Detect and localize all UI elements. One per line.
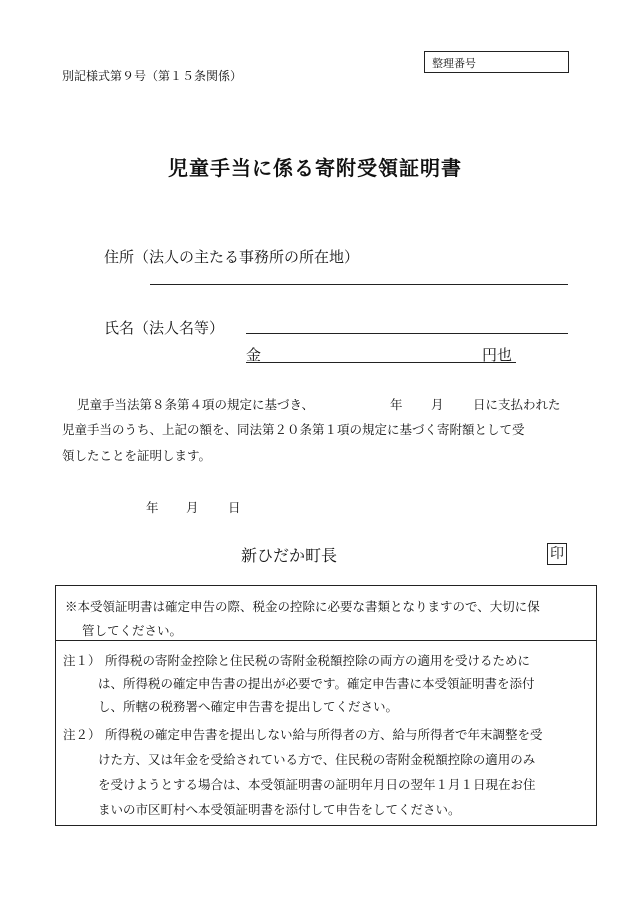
document-title: 児童手当に係る寄附受領証明書 (168, 156, 462, 180)
note-2-line: 所得税の確定申告書を提出しない給与所得者の方、給与所得者で年末調整を受 (105, 727, 543, 742)
notice-text-line-2: 管してください。 (82, 623, 183, 638)
amount-prefix: 金 (246, 346, 262, 364)
note-1-line: し、所轄の税務署へ確定申告書を提出してください。 (98, 699, 399, 714)
issuer-mayor: 新ひだか町長 (241, 546, 338, 565)
body-year-label: 年 (390, 397, 403, 412)
note-1-line: 所得税の寄附金控除と住民税の寄附金税額控除の両方の適用を受けるために (105, 653, 531, 668)
seal-box: 印 (547, 543, 567, 565)
name-field-line[interactable] (246, 333, 568, 334)
note-1-line: は、所得税の確定申告書の提出が必要です。確定申告書に本受領証明書を添付 (98, 676, 535, 691)
address-field-line[interactable] (150, 284, 568, 285)
issue-date-day-label: 日 (228, 500, 241, 515)
note-2-line: を受けようとする場合は、本受領証明書の証明年月日の翌年１月１日現在お住 (98, 777, 536, 792)
reference-number-box[interactable] (424, 51, 569, 73)
note-2-line: まいの市区町村へ本受領証明書を添付して申告をしてください。 (98, 802, 461, 817)
amount-field-line[interactable] (246, 362, 516, 363)
amount-suffix: 円也 (482, 346, 513, 364)
note-2-line: けた方、又は年金を受給されている方で、住民税の寄附金税額控除の適用のみ (98, 752, 536, 767)
notice-divider (55, 640, 597, 641)
note-1-label: 注１） (63, 653, 101, 668)
body-text-line-1: 児童手当法第８条第４項の規定に基づき、 (77, 397, 315, 412)
form-number: 別記様式第９号（第１５条関係） (62, 69, 243, 83)
issue-date-month-label: 月 (186, 500, 199, 515)
issue-date-year-label: 年 (146, 500, 159, 515)
reference-number-label: 整理番号 (432, 57, 476, 70)
body-month-label: 月 (431, 397, 444, 412)
body-day-paid-label: 日に支払われた (473, 397, 561, 412)
notice-text-line-1: ※本受領証明書は確定申告の際、税金の控除に必要な書類となりますので、大切に保 (65, 599, 540, 614)
name-label: 氏名（法人名等） (104, 319, 225, 337)
address-label: 住所（法人の主たる事務所の所在地） (104, 248, 360, 266)
body-text-line-3: 領したことを証明します。 (62, 448, 212, 463)
body-text-line-2: 児童手当のうち、上記の額を、同法第２０条第１項の規定に基づく寄附額として受 (62, 422, 525, 437)
note-2-label: 注２） (63, 727, 101, 742)
